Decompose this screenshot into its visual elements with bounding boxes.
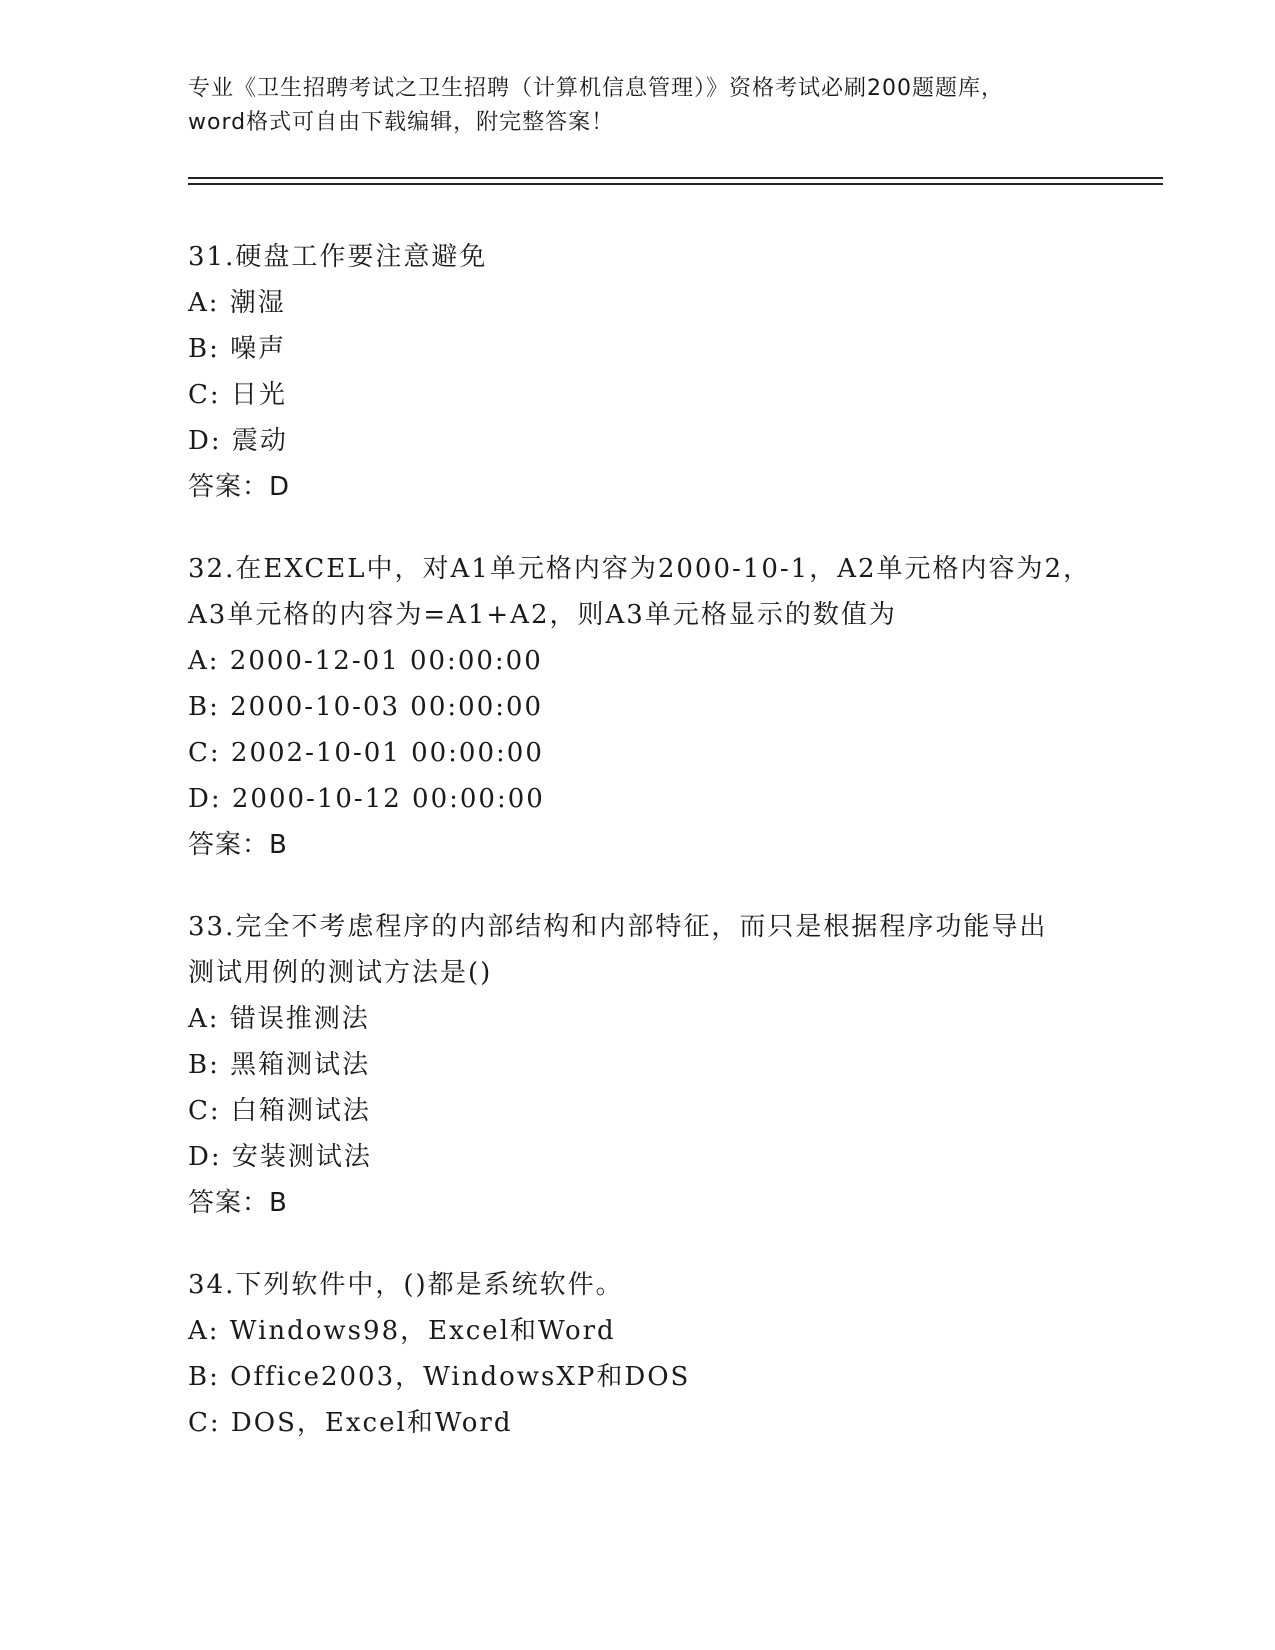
question-option: C: 日光: [188, 380, 287, 410]
question-option: C: 2002-10-01 00:00:00: [188, 738, 544, 768]
question-option: D: 震动: [188, 426, 288, 456]
question-option: B: Office2003，WindowsXP和DOS: [188, 1362, 691, 1392]
question-stem: 测试用例的测试方法是(): [188, 958, 493, 988]
question-option: B: 2000-10-03 00:00:00: [188, 692, 544, 722]
question-option: B: 噪声: [188, 334, 287, 364]
question-answer: 答案：B: [188, 1188, 288, 1218]
question-option: D: 2000-10-12 00:00:00: [188, 784, 545, 814]
question-stem: 31.硬盘工作要注意避免: [188, 242, 488, 272]
header-divider-top: [188, 177, 1163, 179]
question-block: [188, 904, 1088, 1226]
question-block: [188, 234, 1088, 510]
question-option: B: 黑箱测试法: [188, 1050, 371, 1080]
question-block: [188, 546, 1092, 868]
question-stem: A3单元格的内容为=A1+A2，则A3单元格显示的数值为: [188, 600, 897, 630]
question-stem: 32.在EXCEL中，对A1单元格内容为2000-10-1，A2单元格内容为2，: [188, 554, 1092, 584]
question-option: D: 安装测试法: [188, 1142, 372, 1172]
question-option: A: 2000-12-01 00:00:00: [188, 646, 543, 676]
question-answer: 答案：D: [188, 472, 291, 502]
question-option: A: 错误推测法: [188, 1004, 370, 1034]
question-stem: 33.完全不考虑程序的内部结构和内部特征，而只是根据程序功能导出: [188, 912, 1048, 942]
question-stem: 34.下列软件中，()都是系统软件。: [188, 1270, 624, 1300]
header-title-line-1: 专业《卫生招聘考试之卫生招聘（计算机信息管理）》资格考试必刷200题题库，: [188, 76, 1004, 101]
question-list: [188, 234, 1092, 1482]
question-answer: 答案：B: [188, 830, 288, 860]
question-option: C: DOS，Excel和Word: [188, 1408, 513, 1438]
question-option: A: 潮湿: [188, 288, 286, 318]
question-option: A: Windows98，Excel和Word: [188, 1316, 616, 1346]
document-header: [188, 72, 1088, 140]
header-title-line-2: word格式可自由下载编辑，附完整答案！: [188, 110, 615, 135]
question-block: [188, 1262, 1088, 1446]
header-divider-bottom: [188, 183, 1163, 185]
question-option: C: 白箱测试法: [188, 1096, 371, 1126]
